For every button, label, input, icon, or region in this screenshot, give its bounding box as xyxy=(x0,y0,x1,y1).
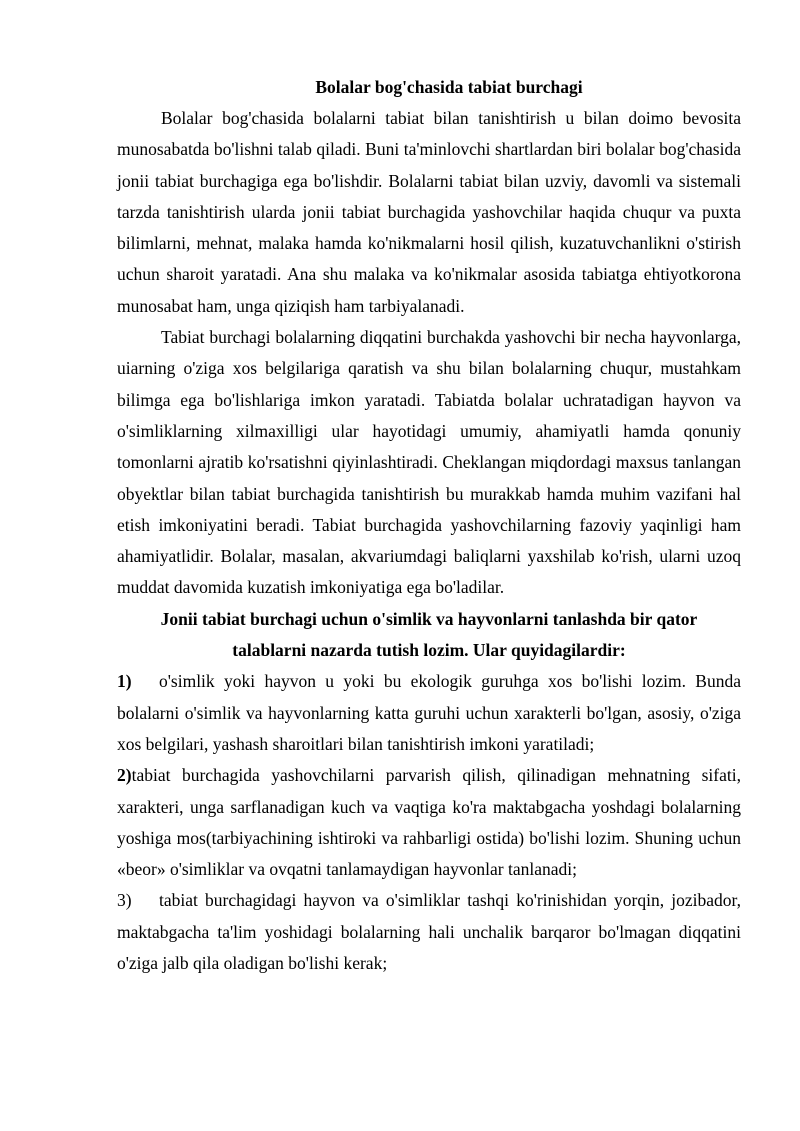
list-item-number: 3) xyxy=(117,890,132,911)
list-item-1 xyxy=(117,666,741,760)
section-subheading: Jonii tabiat burchagi uchun o'simlik va hayvonlarni tanlashda bir qator talablarni nazarda tutish lozim. Ular quyidagilardir: xyxy=(160,608,698,661)
list-item-number: 2) xyxy=(117,765,132,786)
document-title: Bolalar bog'chasida tabiat burchagi xyxy=(315,77,583,97)
paragraph-2: Tabiat burchagi bolalarning diqqatini burchakda yashovchi bir necha hayvonlarga, uiarning o'ziga xos belgilariga qaratish va shu bilan bolalarning chuqur, mustahkam bilimga ega bo'lishlariga imkon yaratadi. Tabiatda bolalar uchratadigan hayvon va o'simliklarning xilmaxilligi ular hayotidagi umumiy, ahamiyatli hamda qonuniy tomonlarni ajratib ko'rsatishni qiyinlashtiradi. Cheklangan miqdordagi maxsus tanlangan obyektlar bilan tabiat burchagida tanishtirish bu murakkab hamda muhim vazifani hal etish imkoniyatini beradi. Tabiat burchagida yashovchilarning fazoviy yaqinligi ham ahamiyatlidir. Bolalar, masalan, akvariumdagi baliqlarni yaxshilab ko'rish, ularni uzoq muddat davomida kuzatish imkoniyatiga ega bo'ladilar. xyxy=(117,327,741,598)
list-item-2 xyxy=(117,760,741,885)
list-item-text: tabiat burchagidagi hayvon va o'simliklar tashqi ko'rinishidan yorqin, jozibador, maktabgacha ta'lim yoshidagi bolalarning hali unchalik barqaror bo'lmagan diqqatini o'ziga jalb qila oladigan bo'lishi kerak; xyxy=(117,890,741,974)
paragraph-1: Bolalar bog'chasida bolalarni tabiat bilan tanishtirish u bilan doimo bevosita munosabatda bo'lishni talab qiladi. Buni ta'minlovchi shartlardan biri bolalar bog'chasida jonii tabiat burchagiga ega bo'lishdir. Bolalarni tabiat bilan uzviy, davomli va sistemali tarzda tanishtirish ularda jonii tabiat burchagida yashovchilar haqida chuqur va puxta bilimlarni, mehnat, malaka hamda ko'nikmalarni hosil qilish, kuzatuvchanlikni o'stirish uchun sharoit yaratadi. Ana shu malaka va ko'nikmalar asosida tabiatga ehtiyotkorona munosabat ham, unga qiziqish ham tarbiyalanadi. xyxy=(117,108,741,316)
list-item-number: 1) xyxy=(117,671,132,692)
list-item-text: o'simlik yoki hayvon u yoki bu ekologik guruhga xos bo'lishi lozim. Bunda bolalarni o'simlik va hayvonlarning katta guruhi uchun xarakterli bo'lgan, asosiy, o'ziga xos belgilari, yashash sharoitlari bilan tanishtirish imkoni yaratiladi; xyxy=(117,671,741,754)
document-page xyxy=(117,72,741,979)
list-item-text: tabiat burchagida yashovchilarni parvarish qilish, qilinadigan mehnatning sifati, xarakteri, unga sarflanadigan kuch va vaqtiga ko'ra maktabgacha yoshdagi bolalarning yoshiga mos(tarbiyachining ishtiroki va rahbarligi ostida) bo'lishi lozim. Shuning uchun «beor» o'simliklar va ovqatni tanlamaydigan hayvonlar tanlanadi; xyxy=(117,765,741,880)
list-item-3 xyxy=(117,885,741,979)
